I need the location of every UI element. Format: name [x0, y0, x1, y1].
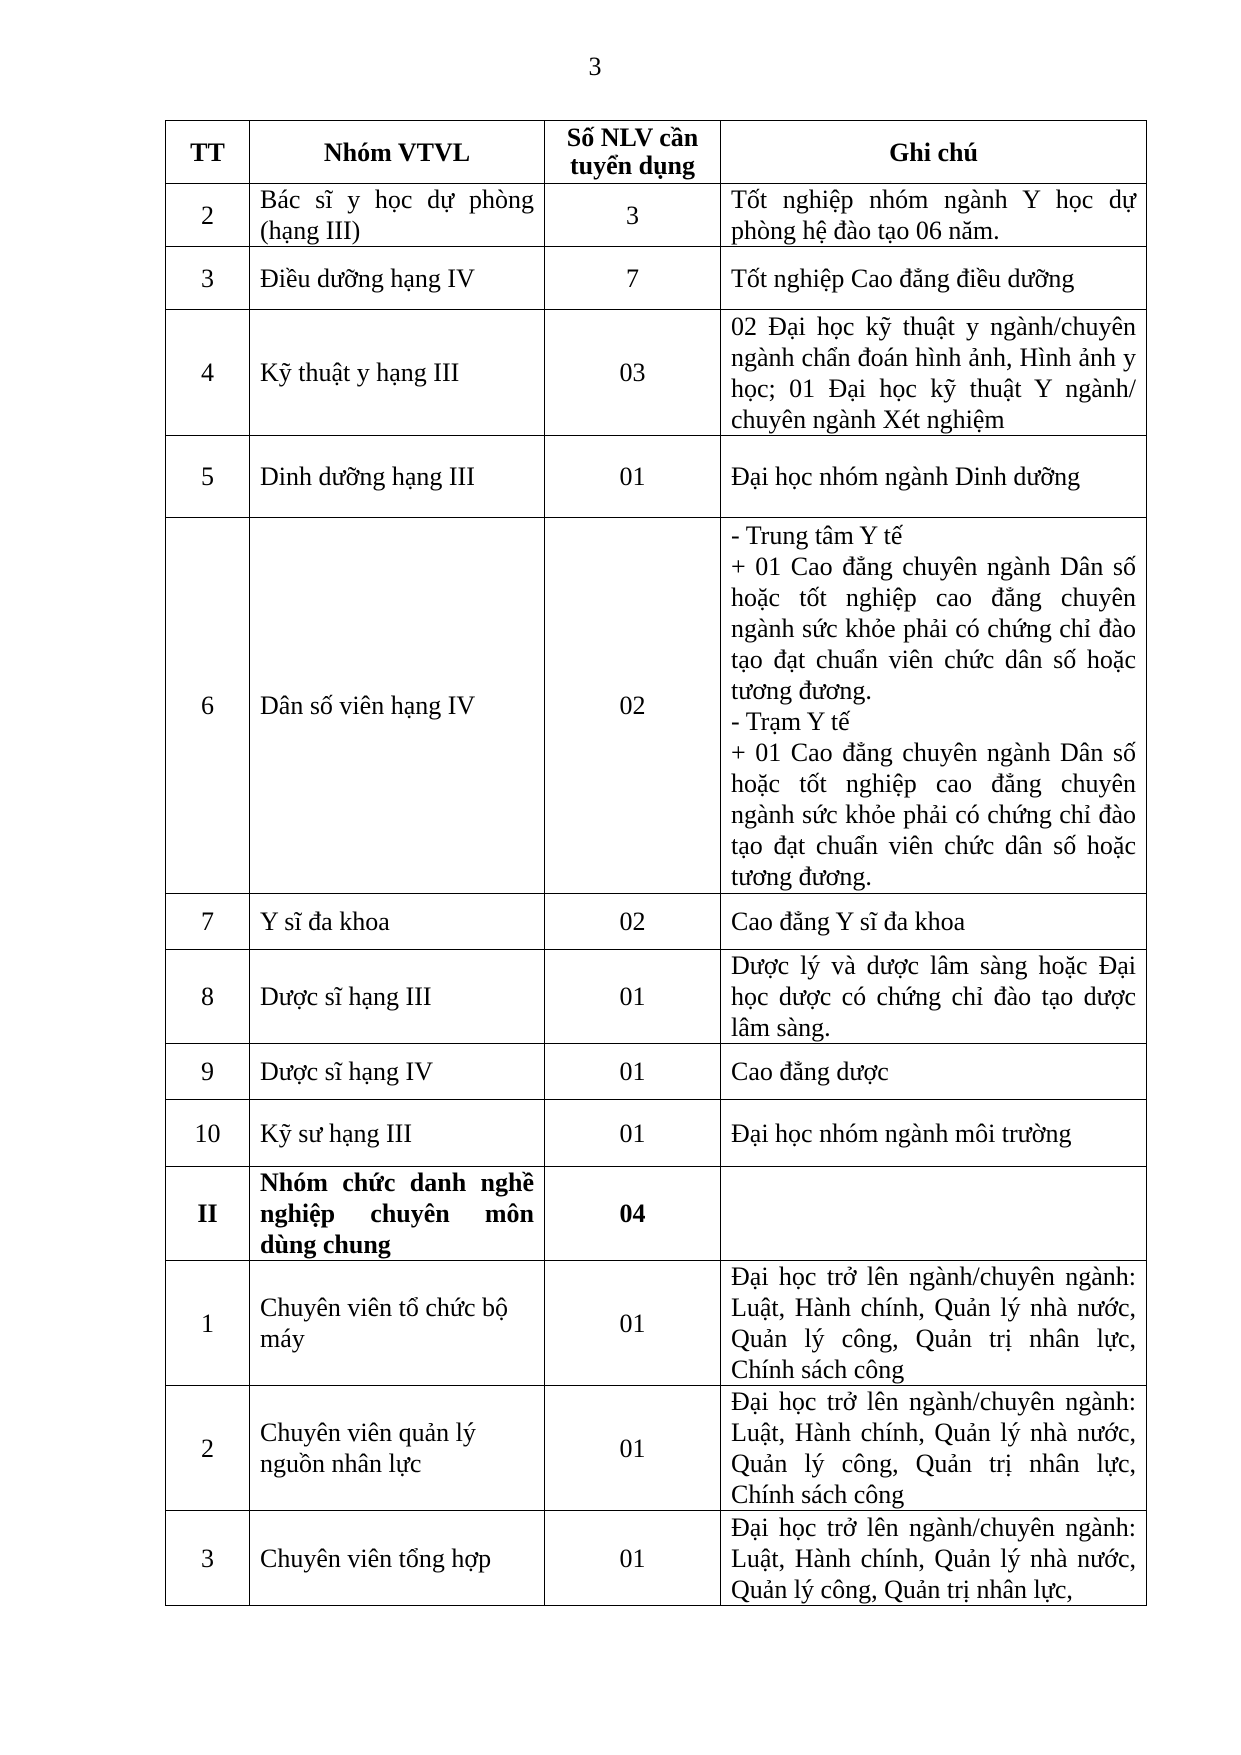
row-group: Dân số viên hạng IV [250, 518, 545, 894]
header-group: Nhóm VTVL [250, 121, 545, 184]
table-row [166, 1511, 1147, 1606]
row-count: 01 [545, 436, 721, 518]
row-count: 3 [545, 184, 721, 247]
row-group: Y sĩ đa khoa [250, 894, 545, 950]
section-note [721, 1167, 1147, 1261]
note-line: - Trạm Y tế [731, 706, 850, 736]
row-group: Điều dưỡng hạng IV [250, 247, 545, 310]
table-row [166, 247, 1147, 310]
row-count: 7 [545, 247, 721, 310]
row-note: Đại học nhóm ngành Dinh dưỡng [721, 436, 1147, 518]
row-count: 01 [545, 1261, 721, 1386]
row-count: 01 [545, 1100, 721, 1167]
table-row-section [166, 1167, 1147, 1261]
table-row [166, 518, 1147, 894]
row-note: Cao đẳng dược [721, 1044, 1147, 1100]
row-group: Kỹ thuật y hạng III [250, 310, 545, 436]
table-row [166, 950, 1147, 1044]
row-tt: 3 [166, 1511, 250, 1606]
row-group: Kỹ sư hạng III [250, 1100, 545, 1167]
row-tt: 3 [166, 247, 250, 310]
header-count: Số NLV cần tuyển dụng [545, 121, 721, 184]
row-note: Tốt nghiệp nhóm ngành Y học dự phòng hệ đào tạo 06 năm. [721, 184, 1147, 247]
row-group: Chuyên viên tổ chức bộ máy [250, 1261, 545, 1386]
row-tt: 10 [166, 1100, 250, 1167]
row-count: 01 [545, 1044, 721, 1100]
section-number: II [166, 1167, 250, 1261]
row-tt: 2 [166, 184, 250, 247]
page-number: 3 [588, 52, 602, 81]
row-note: Đại học nhóm ngành môi trường [721, 1100, 1147, 1167]
row-tt: 5 [166, 436, 250, 518]
row-tt: 9 [166, 1044, 250, 1100]
table-row [166, 310, 1147, 436]
row-note: Tốt nghiệp Cao đẳng điều dưỡng [721, 247, 1147, 310]
row-tt: 7 [166, 894, 250, 950]
row-tt: 8 [166, 950, 250, 1044]
table-row [166, 1100, 1147, 1167]
row-tt: 6 [166, 518, 250, 894]
table-header-row [166, 121, 1147, 184]
row-tt: 2 [166, 1386, 250, 1511]
row-count: 01 [545, 1386, 721, 1511]
header-note: Ghi chú [721, 121, 1147, 184]
recruitment-table [165, 120, 1147, 1606]
section-count: 04 [545, 1167, 721, 1261]
row-note: Cao đẳng Y sĩ đa khoa [721, 894, 1147, 950]
note-line: + 01 Cao đẳng chuyên ngành Dân số hoặc tốt nghiệp cao đẳng chuyên ngành sức khỏe phải có chứng chỉ đào tạo đạt chuẩn viên chức dân số hoặc tương đương. [731, 551, 1136, 705]
row-note [721, 518, 1147, 894]
row-group: Chuyên viên quản lý nguồn nhân lực [250, 1386, 545, 1511]
row-count: 01 [545, 950, 721, 1044]
row-note: Đại học trở lên ngành/chuyên ngành: Luật, Hành chính, Quản lý nhà nước, Quản lý công, Quản trị nhân lực, Chính sách công [721, 1386, 1147, 1511]
table-row [166, 1044, 1147, 1100]
table-row [166, 436, 1147, 518]
row-group: Dược sĩ hạng IV [250, 1044, 545, 1100]
table-row [166, 894, 1147, 950]
table-row [166, 184, 1147, 247]
row-count: 01 [545, 1511, 721, 1606]
row-count: 02 [545, 518, 721, 894]
row-note: 02 Đại học kỹ thuật y ngành/chuyên ngành chẩn đoán hình ảnh, Hình ảnh y học; 01 Đại học kỹ thuật Y ngành/ chuyên ngành Xét nghiệm [721, 310, 1147, 436]
row-note: Dược lý và dược lâm sàng hoặc Đại học dược có chứng chỉ đào tạo dược lâm sàng. [721, 950, 1147, 1044]
row-group: Dược sĩ hạng III [250, 950, 545, 1044]
row-count: 03 [545, 310, 721, 436]
row-group: Bác sĩ y học dự phòng (hạng III) [250, 184, 545, 247]
row-count: 02 [545, 894, 721, 950]
note-line: + 01 Cao đẳng chuyên ngành Dân số hoặc tốt nghiệp cao đẳng chuyên ngành sức khỏe phải có chứng chỉ đào tạo đạt chuẩn viên chức dân số hoặc tương đương. [731, 737, 1136, 891]
row-group: Chuyên viên tổng hợp [250, 1511, 545, 1606]
row-note: Đại học trở lên ngành/chuyên ngành: Luật, Hành chính, Quản lý nhà nước, Quản lý công, Quản trị nhân lực, Chính sách công [721, 1261, 1147, 1386]
row-note: Đại học trở lên ngành/chuyên ngành: Luật, Hành chính, Quản lý nhà nước, Quản lý công, Quản trị nhân lực, [721, 1511, 1147, 1606]
note-line: - Trung tâm Y tế [731, 520, 903, 550]
row-tt: 4 [166, 310, 250, 436]
section-title: Nhóm chức danh nghề nghiệp chuyên môn dùng chung [250, 1167, 545, 1261]
table-row [166, 1261, 1147, 1386]
row-tt: 1 [166, 1261, 250, 1386]
row-group: Dinh dưỡng hạng III [250, 436, 545, 518]
header-tt: TT [166, 121, 250, 184]
table-row [166, 1386, 1147, 1511]
